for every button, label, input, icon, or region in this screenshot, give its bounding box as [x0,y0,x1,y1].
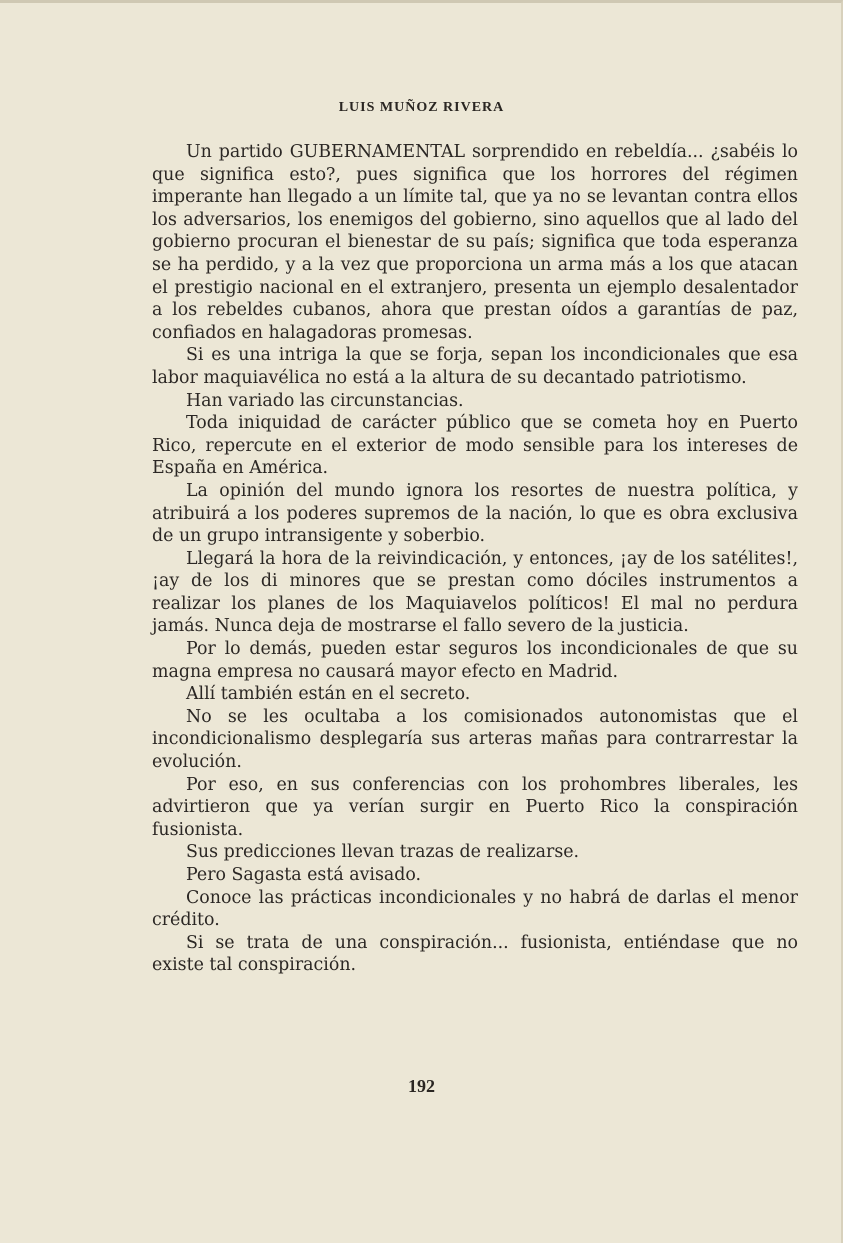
paragraph-10: Por eso, en sus conferencias con los prohombres liberales, les advirtieron que ya verían surgir en Puerto Rico la conspiración fusionista. [152,774,798,840]
running-head: LUIS MUÑOZ RIVERA [338,100,505,115]
page-body [152,141,798,977]
paragraph-13: Conoce las prácticas incondicionales y no habrá de darlas el menor crédito. [152,887,798,931]
paragraph-11: Sus predicciones llevan trazas de realizarse. [186,842,580,863]
paragraph-4: Toda iniquidad de carácter público que se cometa hoy en Puerto Rico, repercute en el exterior de modo sensible para los intereses de España en América. [152,413,798,479]
paragraph-9: No se les ocultaba a los comisionados autonomistas que el incondicionalismo desplegaría sus arteras mañas para contrarrestar la evolución. [152,706,798,773]
paragraph-8: Allí también están en el secreto. [186,684,471,705]
page-number: 192 [408,1076,435,1096]
paragraph-1: Un partido GUBERNAMENTAL sorprendido en rebeldía... ¿sabéis lo que significa esto?, pues significa que los horrores del régimen imperante han llegado a un límite tal, que ya no se levantan contra ellos los adversarios, los enemigos del gobierno, sino aquellos que al lado del gobierno procuran el bienestar de su país; significa que toda esperanza se ha perdido, y a la vez que proporciona un arma más a los que atacan el prestigio nacional en el extranjero, presenta un ejemplo desalentador a los rebeldes cubanos, ahora que prestan oídos a garantías de paz, confiados en halagadoras promesas. [152,142,798,343]
paragraph-5: La opinión del mundo ignora los resortes de nuestra política, y atribuirá a los poderes supremos de la nación, lo que es obra exclusiva de un grupo intransigente y soberbio. [152,480,798,547]
paragraph-6: Llegará la hora de la reivindicación, y entonces, ¡ay de los satélites!, ¡ay de los di minores que se prestan como dóciles instrumentos a realizar los planes de los Maquiavelos políticos! El mal no perdura jamás. Nunca deja de mostrarse el fallo severo de la justicia. [152,548,798,637]
paragraph-14: Si se trata de una conspiración... fusionista, entiéndase que no existe tal conspiración. [152,932,798,976]
paragraph-2: Si es una intriga la que se forja, sepan los incondicionales que esa labor maquiavélica no está a la altura de su decantado patriotismo. [152,345,798,388]
paragraph-7: Por lo demás, pueden estar seguros los incondicionales de que su magna empresa no causará mayor efecto en Madrid. [152,639,798,682]
paragraph-12: Pero Sagasta está avisado. [186,865,422,885]
paragraph-3: Han variado las circunstancias. [186,390,464,411]
